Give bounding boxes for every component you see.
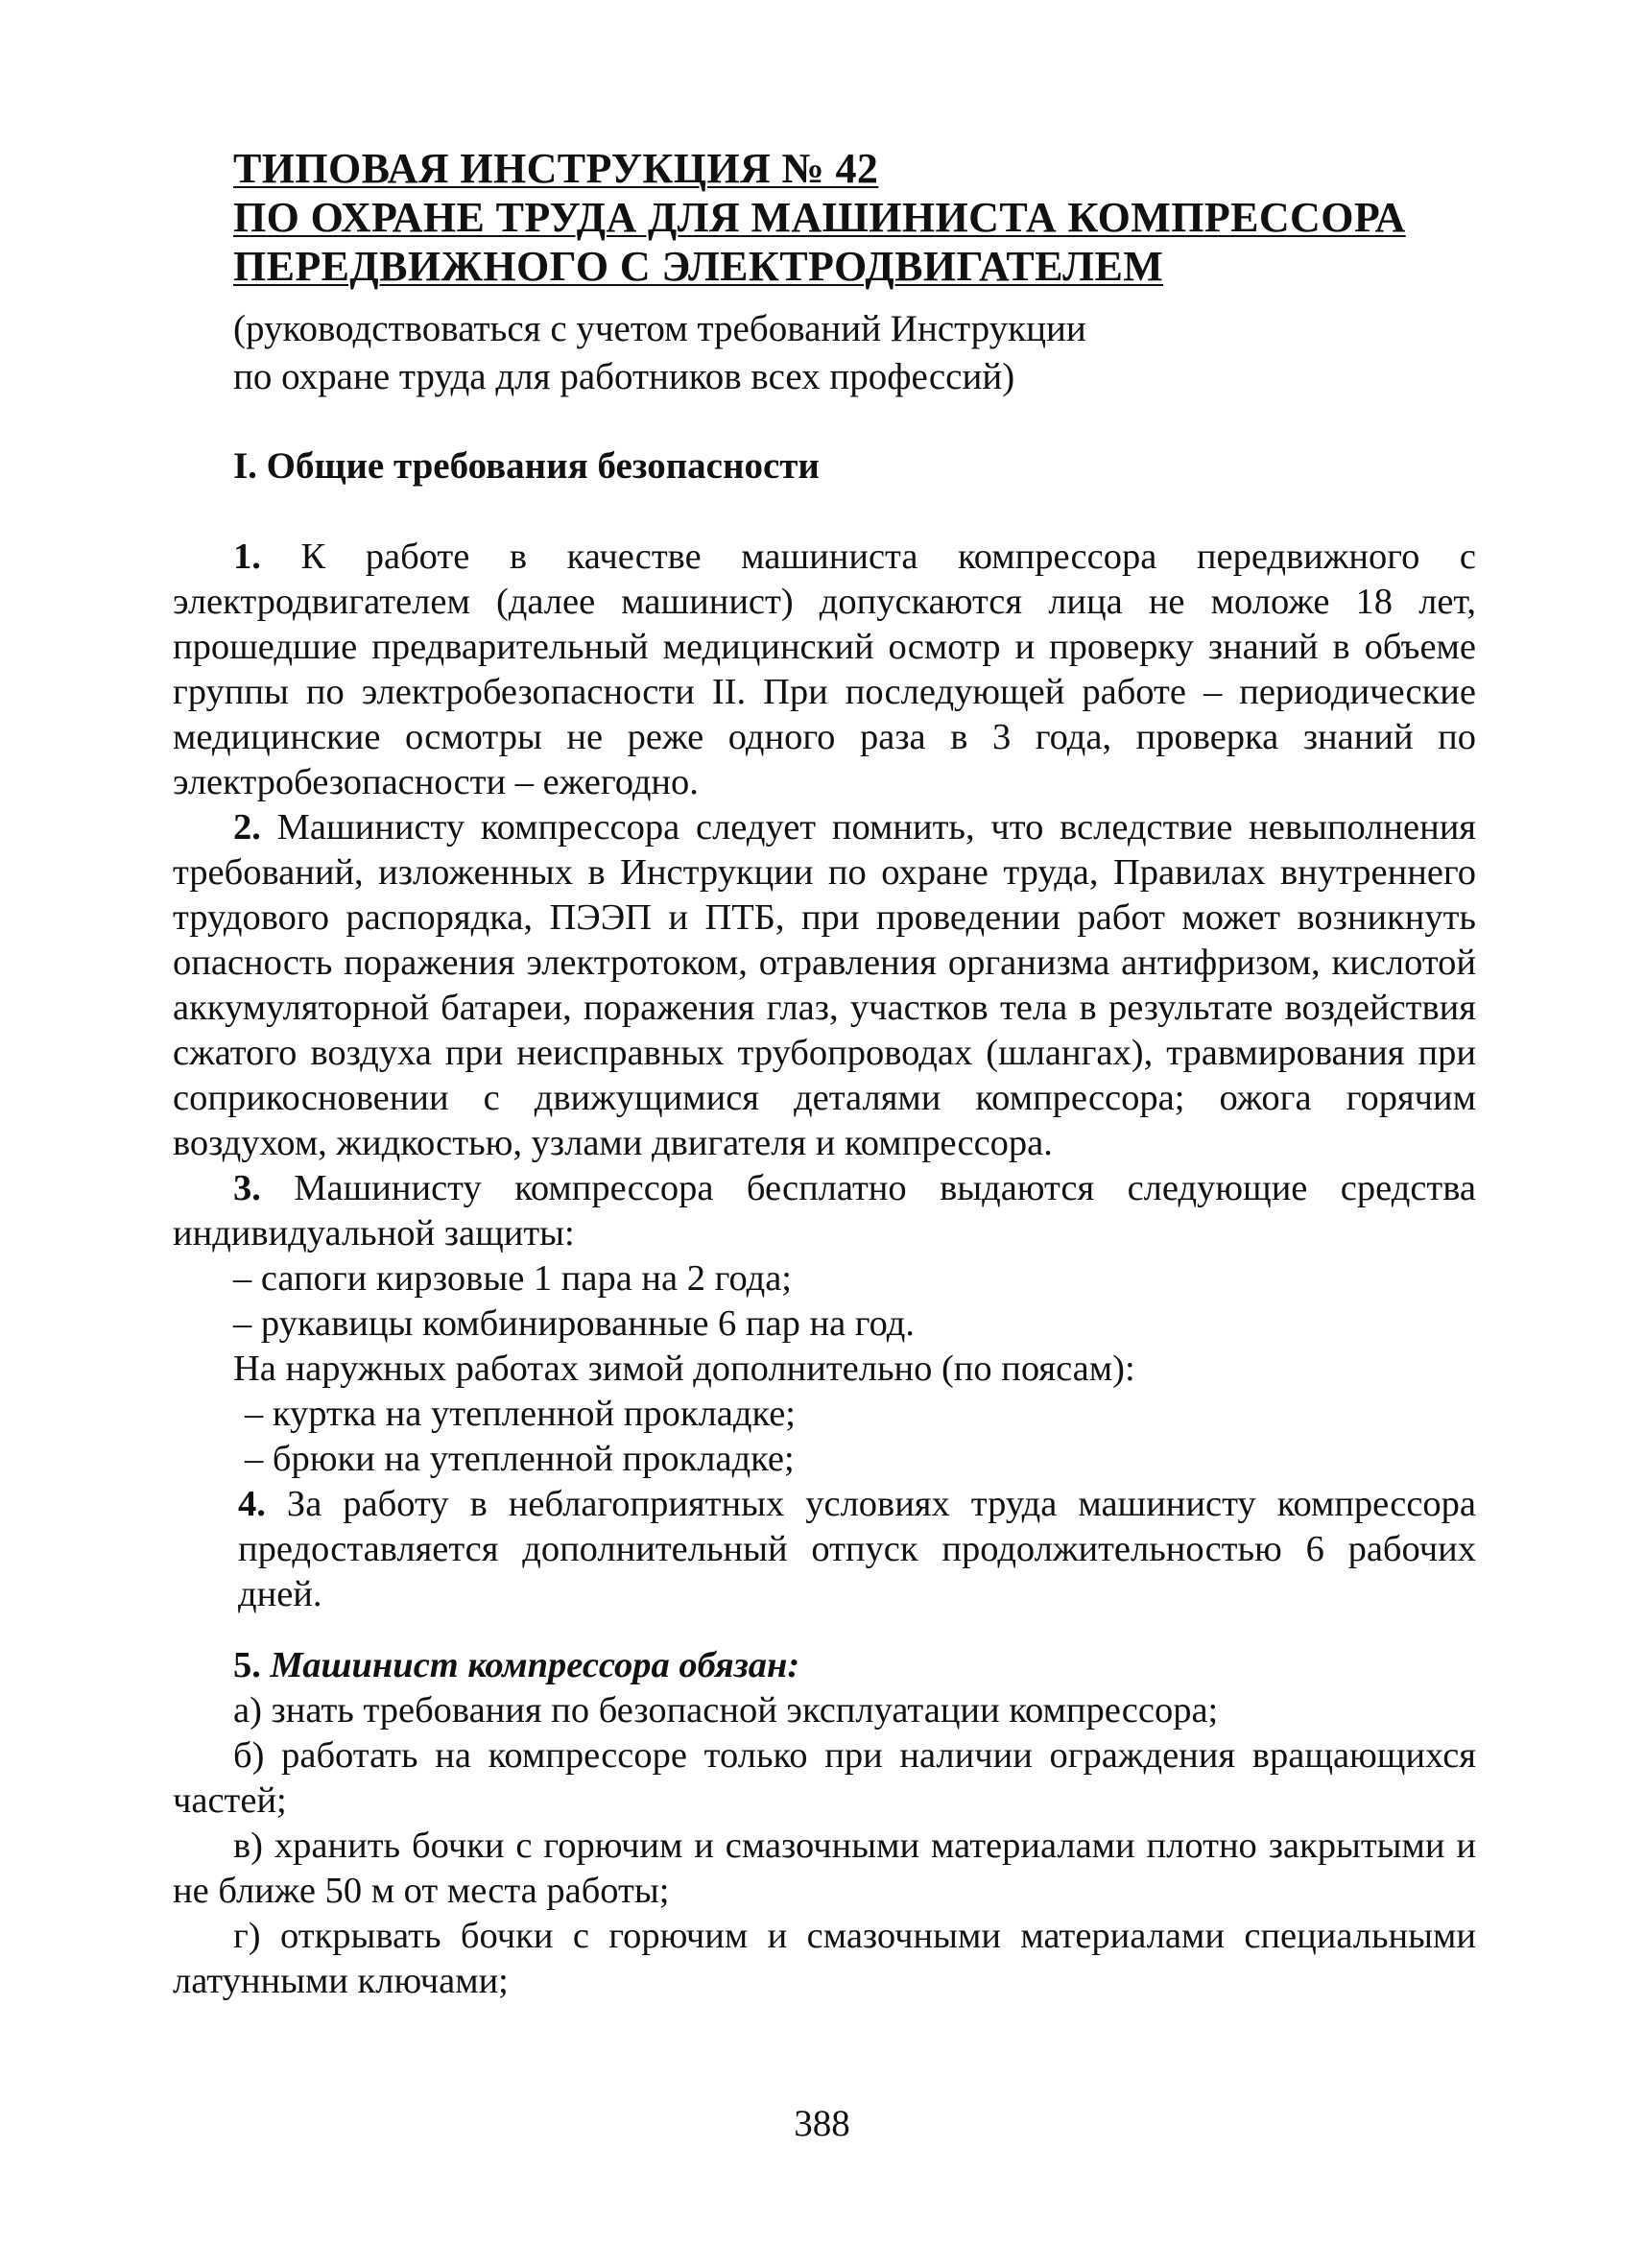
item-number: 2.: [233, 807, 261, 848]
duties-label: Машинист компрессора обязан:: [270, 1645, 800, 1685]
item-number: 5.: [233, 1645, 261, 1685]
document-title: [233, 144, 1510, 291]
note-line: по охране труда для работников всех профессий): [233, 356, 1015, 397]
duty-item: в) хранить бочки с горючим и смазочными материалами плотно закрытыми и не ближе 50 м от места работы;: [173, 1826, 1476, 1911]
winter-intro: На наружных работах зимой дополнительно (по поясам):: [233, 1349, 1135, 1389]
ppe-list-item: – рукавицы комбинированные 6 пар на год.: [233, 1303, 915, 1344]
duty-item: г) открывать бочки с горючим и смазочными материалами специальными латунными ключами;: [173, 1916, 1476, 2001]
duty-item: а) знать требования по безопасной эксплуатации компрессора;: [233, 1690, 1219, 1731]
title-line: ПО ОХРАНЕ ТРУДА ДЛЯ МАШИНИСТА КОМПРЕССОРА: [233, 194, 1406, 241]
item-number: 3.: [233, 1168, 261, 1208]
paragraph-text: Машинисту компрессора следует помнить, что вследствие невыполнения требований, изложенных в Инструкции по охране труда, Правилах внутреннего трудового распорядка, ПЭЭП и ПТБ, при проведении работ может возникнуть опасность поражения электротоком, отравления организма антифризом, кислотой аккумуляторной батареи, поражения глаз, участков тела в результате воздействия сжатого воздуха при неисправных трубопроводах (шлангах), травмирования при соприкосновении с движущимися деталями компрессора; ожога горячим воздухом, жидкостью, узлами двигателя и компрессора.: [173, 807, 1477, 1163]
winter-list-item: – брюки на утепленной прокладке;: [245, 1439, 795, 1479]
paragraph-text: К работе в качестве машиниста компрессора передвижного с электродвигателем (далее машинист) допускаются лица не моложе 18 лет, прошедшие предварительный медицинский осмотр и проверку знаний в объеме группы по электробезопасности II. При последующей работе – периодические медицинские осмотры не реже одного раза в 3 года, проверка знаний по электробезопасности – ежегодно.: [173, 537, 1476, 802]
page-number: 388: [794, 2103, 850, 2144]
paragraph-text: За работу в неблагоприятных условиях труда машинисту компрессора предоставляется дополнительный отпуск продолжительностью 6 рабочих дней.: [238, 1484, 1476, 1614]
paragraph-text: Машинисту компрессора бесплатно выдаются следующие средства индивидуальной защиты:: [173, 1168, 1476, 1253]
paragraph-5-heading: [173, 1643, 1476, 1688]
title-line: ПЕРЕДВИЖНОГО С ЭЛЕКТРОДВИГАТЕЛЕМ: [233, 243, 1164, 290]
section-body: [173, 535, 1476, 2004]
duty-item: б) работать на компрессоре только при наличии ограждения вращающихся частей;: [173, 1735, 1476, 1821]
title-line: ТИПОВАЯ ИНСТРУКЦИЯ № 42: [233, 145, 879, 192]
note-line: (руководствоваться с учетом требований Инструкции: [233, 308, 1086, 349]
paragraph-3: [173, 1166, 1476, 1256]
winter-list-item: – куртка на утепленной прокладке;: [245, 1394, 796, 1434]
paragraph-4: [173, 1482, 1476, 1617]
instruction-note: [233, 305, 1086, 401]
paragraph-1: [173, 535, 1476, 805]
item-number: 4.: [238, 1484, 266, 1524]
ppe-list-item: – сапоги кирзовые 1 пара на 2 года;: [233, 1258, 792, 1299]
item-number: 1.: [233, 537, 261, 577]
paragraph-2: [173, 805, 1476, 1166]
section-heading: I. Общие требования безопасности: [233, 445, 820, 487]
